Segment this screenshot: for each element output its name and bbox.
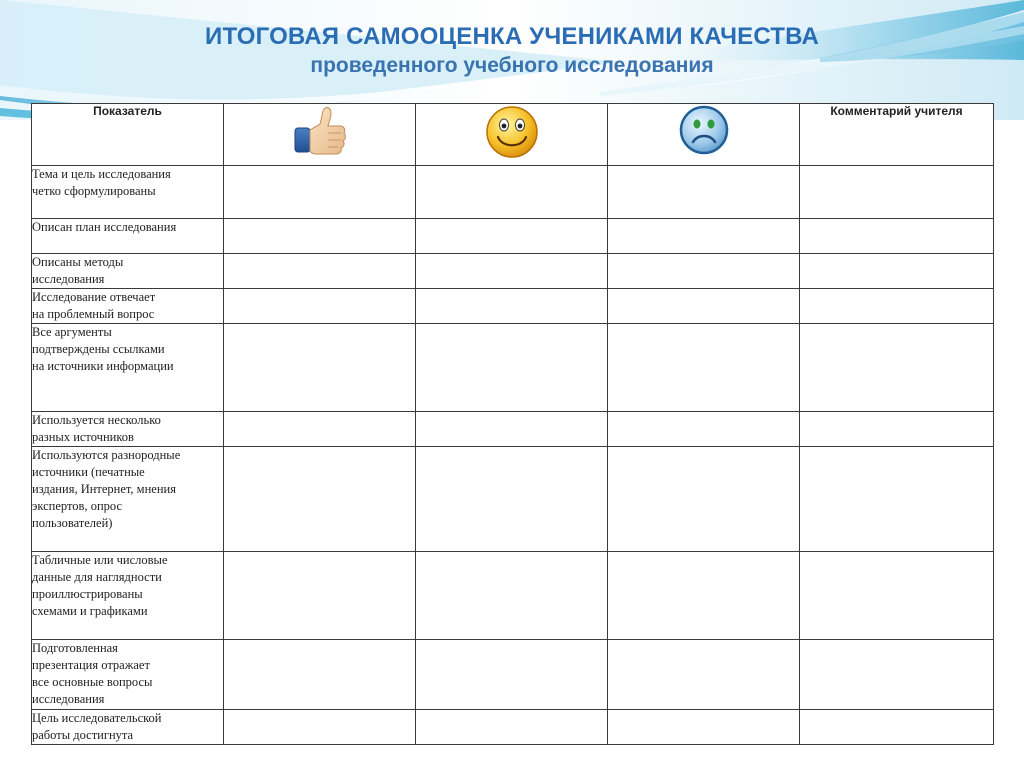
sad-cell[interactable] [608,640,800,710]
table-header-row [32,104,994,166]
teacher-comment-cell[interactable] [800,412,994,447]
thumbs-up-cell[interactable] [224,710,416,745]
row-label: Описаны методы исследования [32,254,224,289]
smiley-cell[interactable] [416,552,608,640]
header-sad [608,104,800,166]
teacher-comment-cell[interactable] [800,219,994,254]
table-row [32,447,994,552]
row-label: Цель исследовательской работы достигнута [32,710,224,745]
sad-cell[interactable] [608,710,800,745]
thumbs-up-cell[interactable] [224,447,416,552]
row-label: Табличные или числовые данные для наглядности проиллюстрированы схемами и графиками [32,552,224,640]
title-line-2: проведенного учебного исследования [310,54,714,77]
sad-cell[interactable] [608,254,800,289]
sad-cell[interactable] [608,447,800,552]
header-teacher-comment: Комментарий учителя [800,104,994,166]
sad-cell[interactable] [608,412,800,447]
teacher-comment-cell[interactable] [800,166,994,219]
table-row [32,166,994,219]
smiley-cell[interactable] [416,447,608,552]
row-label: Используются разнородные источники (печатные издания, Интернет, мнения экспертов, опрос пользователей) [32,447,224,552]
smiley-cell[interactable] [416,710,608,745]
teacher-comment-cell[interactable] [800,710,994,745]
table-row [32,289,994,324]
table-row [32,710,994,745]
table-row [32,254,994,289]
header-thumbs-up [224,104,416,166]
thumbs-up-cell[interactable] [224,412,416,447]
table-body [32,166,994,745]
teacher-comment-cell[interactable] [800,324,994,412]
smiley-cell[interactable] [416,219,608,254]
smiley-cell[interactable] [416,412,608,447]
thumbs-up-cell[interactable] [224,324,416,412]
row-label: Подготовленная презентация отражает все основные вопросы исследования [32,640,224,710]
thumbs-up-cell[interactable] [224,254,416,289]
teacher-comment-cell[interactable] [800,254,994,289]
header-indicator: Показатель [32,104,224,166]
row-label: Все аргументы подтверждены ссылками на источники информации [32,324,224,412]
table-row [32,552,994,640]
table-row [32,324,994,412]
thumbs-up-cell[interactable] [224,166,416,219]
table-row [32,640,994,710]
page-title [0,22,1024,80]
sad-cell[interactable] [608,219,800,254]
smiley-face-icon [484,104,540,160]
thumbs-up-cell[interactable] [224,640,416,710]
self-assessment-table [31,103,994,745]
thumbs-up-cell[interactable] [224,219,416,254]
row-label: Описан план исследования [32,219,224,254]
sad-cell[interactable] [608,166,800,219]
thumbs-up-cell[interactable] [224,552,416,640]
smiley-cell[interactable] [416,640,608,710]
row-label: Тема и цель исследования четко сформулированы [32,166,224,219]
teacher-comment-cell[interactable] [800,447,994,552]
smiley-cell[interactable] [416,324,608,412]
row-label: Исследование отвечает на проблемный вопрос [32,289,224,324]
smiley-cell[interactable] [416,254,608,289]
sad-face-icon [678,104,730,156]
thumbs-up-cell[interactable] [224,289,416,324]
smiley-cell[interactable] [416,289,608,324]
teacher-comment-cell[interactable] [800,289,994,324]
table-row [32,412,994,447]
header-smiley [416,104,608,166]
sad-cell[interactable] [608,552,800,640]
teacher-comment-cell[interactable] [800,640,994,710]
title-line-1: ИТОГОВАЯ САМООЦЕНКА УЧЕНИКАМИ КАЧЕСТВА [205,23,819,50]
table-row [32,219,994,254]
sad-cell[interactable] [608,289,800,324]
smiley-cell[interactable] [416,166,608,219]
thumbs-up-icon [291,104,349,160]
sad-cell[interactable] [608,324,800,412]
teacher-comment-cell[interactable] [800,552,994,640]
row-label: Используется несколько разных источников [32,412,224,447]
